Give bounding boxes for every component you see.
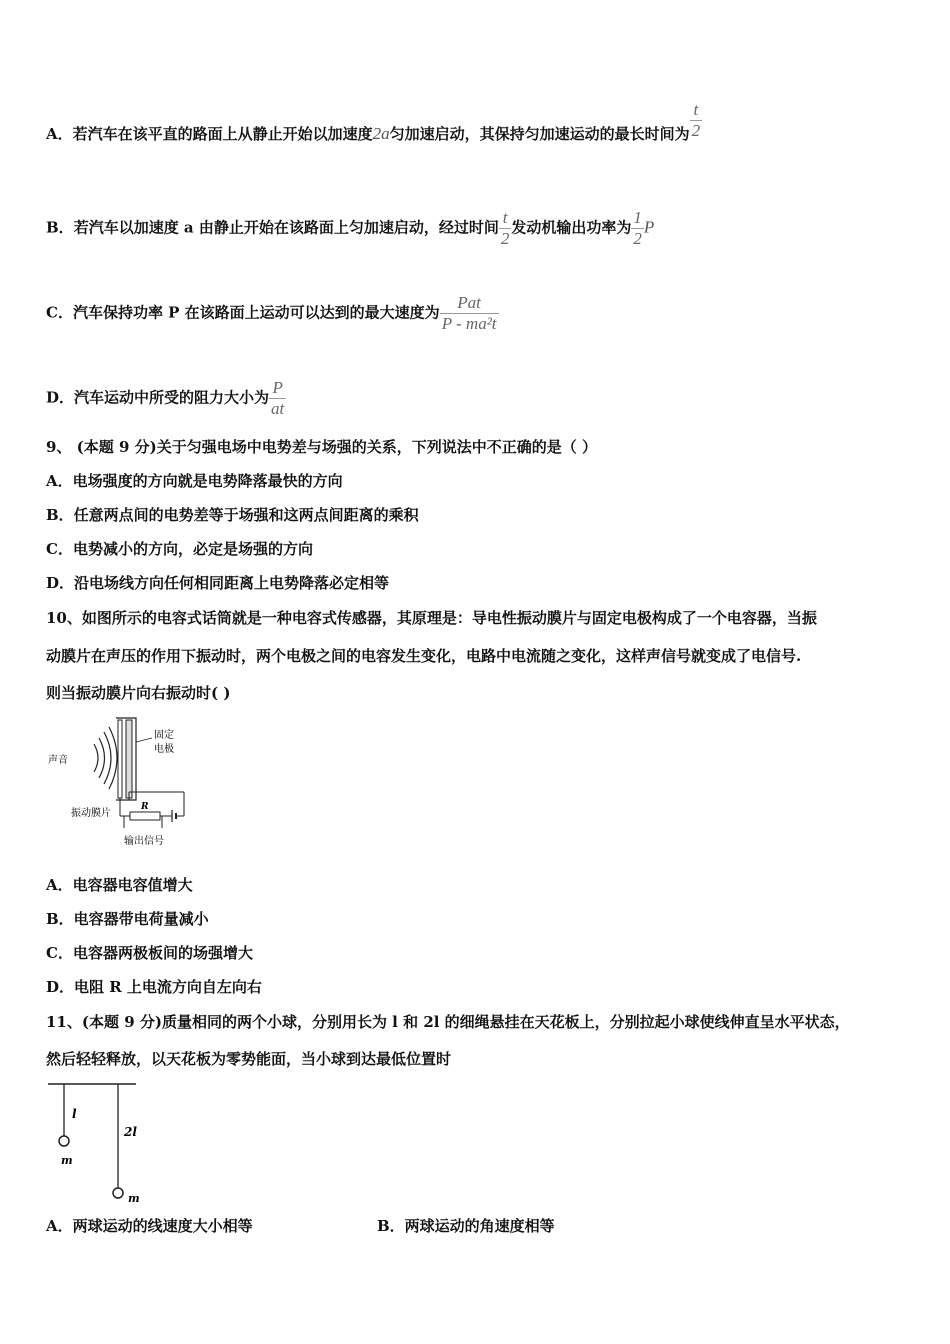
- q10-option-b: B．电容器带电荷量减小: [46, 910, 209, 928]
- math-2a: 2a: [372, 124, 390, 143]
- leader-line: [136, 738, 152, 742]
- sound-wave: [109, 727, 117, 789]
- option-text: 若汽车以加速度 a 由静止开始在该路面上匀加速启动，经过时间: [73, 218, 499, 237]
- option-text: 匀加速启动，其保持匀加速运动的最长时间为: [389, 125, 690, 143]
- math-P: P: [643, 217, 655, 237]
- label-m-2: m: [128, 1192, 140, 1205]
- q10-option-a: A．电容器电容值增大: [46, 876, 193, 894]
- q9-stem: 9、 (本题 9 分)关于匀强电场中电势差与场强的关系，下列说法中不正确的是（ ）: [46, 438, 597, 456]
- q8-option-b: [46, 208, 654, 249]
- microphone-diagram: [44, 712, 204, 852]
- option-text: 汽车运动中所受的阻力大小为: [74, 388, 270, 407]
- sound-wave: [94, 744, 98, 772]
- label-l: l: [72, 1107, 77, 1121]
- option-prefix: C．: [46, 303, 73, 322]
- q8-option-a: [46, 99, 702, 144]
- fixed-electrode: [126, 720, 132, 798]
- q10-option-d: D．电阻 R 上电流方向自左向右: [46, 978, 262, 996]
- q10-stem-line1: 10、如图所示的电容式话筒就是一种电容式传感器，其原理是：导电性振动膜片与固定电极构成了一个电容器，当振: [46, 609, 817, 627]
- sound-wave: [99, 738, 105, 778]
- fraction-t-over-2: $\frac{t}{2}$: [500, 208, 510, 248]
- q10-stem-line3: 则当振动膜片向右振动时( ): [46, 684, 231, 702]
- fraction-1-over-2: $\frac{1}{2}$: [633, 208, 642, 248]
- fraction-P-over-at: $\frac{P}{at}$: [271, 378, 285, 418]
- vibrating-membrane: [118, 720, 122, 798]
- option-text: 若汽车在该平直的路面上从静止开始以加速度: [72, 125, 373, 143]
- label-membrane: 振动膜片: [71, 808, 111, 819]
- q11-stem-line2: 然后轻轻释放，以天花板为零势能面，当小球到达最低位置时: [46, 1050, 452, 1068]
- q8-option-d: [46, 378, 286, 419]
- q11-stem-line1: 11、(本题 9 分)质量相同的两个小球，分别用长为 l 和 2l 的细绳悬挂在天花板上，分别拉起小球使线伸直呈水平状态，: [46, 1013, 850, 1031]
- label-R: R: [141, 802, 149, 812]
- q10-stem-line2: 动膜片在声压的作用下振动时，两个电极之间的电容发生变化，电路中电流随之变化，这样声信号就变成了电信号.: [46, 647, 802, 665]
- option-text: 汽车保持功率 P 在该路面上运动可以达到的最大速度为: [72, 303, 440, 322]
- q9-option-d: D．沿电场线方向任何相同距离上电势降落必定相等: [46, 574, 390, 592]
- ball-2: [113, 1188, 123, 1198]
- fraction-max-speed: $\frac{\text{Pat}}{\text{P - ma²t}}$: [441, 293, 497, 333]
- label-output: 输出信号: [124, 836, 164, 847]
- q11-option-b: B．两球运动的角速度相等: [377, 1217, 555, 1235]
- q10-option-c: C．电容器两极板间的场强增大: [46, 944, 253, 962]
- q9-option-c: C．电势减小的方向，必定是场强的方向: [46, 540, 313, 558]
- q8-option-c: [46, 293, 499, 334]
- label-m-1: m: [61, 1154, 73, 1167]
- option-prefix: D．: [46, 388, 75, 407]
- label-fixed-1: 固定: [154, 730, 174, 741]
- resistor-R: [130, 812, 160, 820]
- label-2l: 2l: [124, 1125, 137, 1139]
- option-prefix: A．: [46, 125, 73, 143]
- option-text: 发动机输出功率为: [511, 218, 632, 237]
- q9-option-a: A．电场强度的方向就是电势降落最快的方向: [46, 472, 343, 490]
- fraction-t-over-2: $\frac{t}{2}$: [691, 99, 701, 140]
- q11-option-a: A．两球运动的线速度大小相等: [46, 1217, 253, 1235]
- pendulum-diagram: [44, 1076, 154, 1206]
- ball-1: [59, 1136, 69, 1146]
- q9-option-b: B．任意两点间的电势差等于场强和这两点间距离的乘积: [46, 506, 419, 524]
- label-sound: 声音: [48, 755, 68, 766]
- option-prefix: B．: [46, 218, 74, 237]
- label-fixed-2: 电极: [154, 744, 174, 755]
